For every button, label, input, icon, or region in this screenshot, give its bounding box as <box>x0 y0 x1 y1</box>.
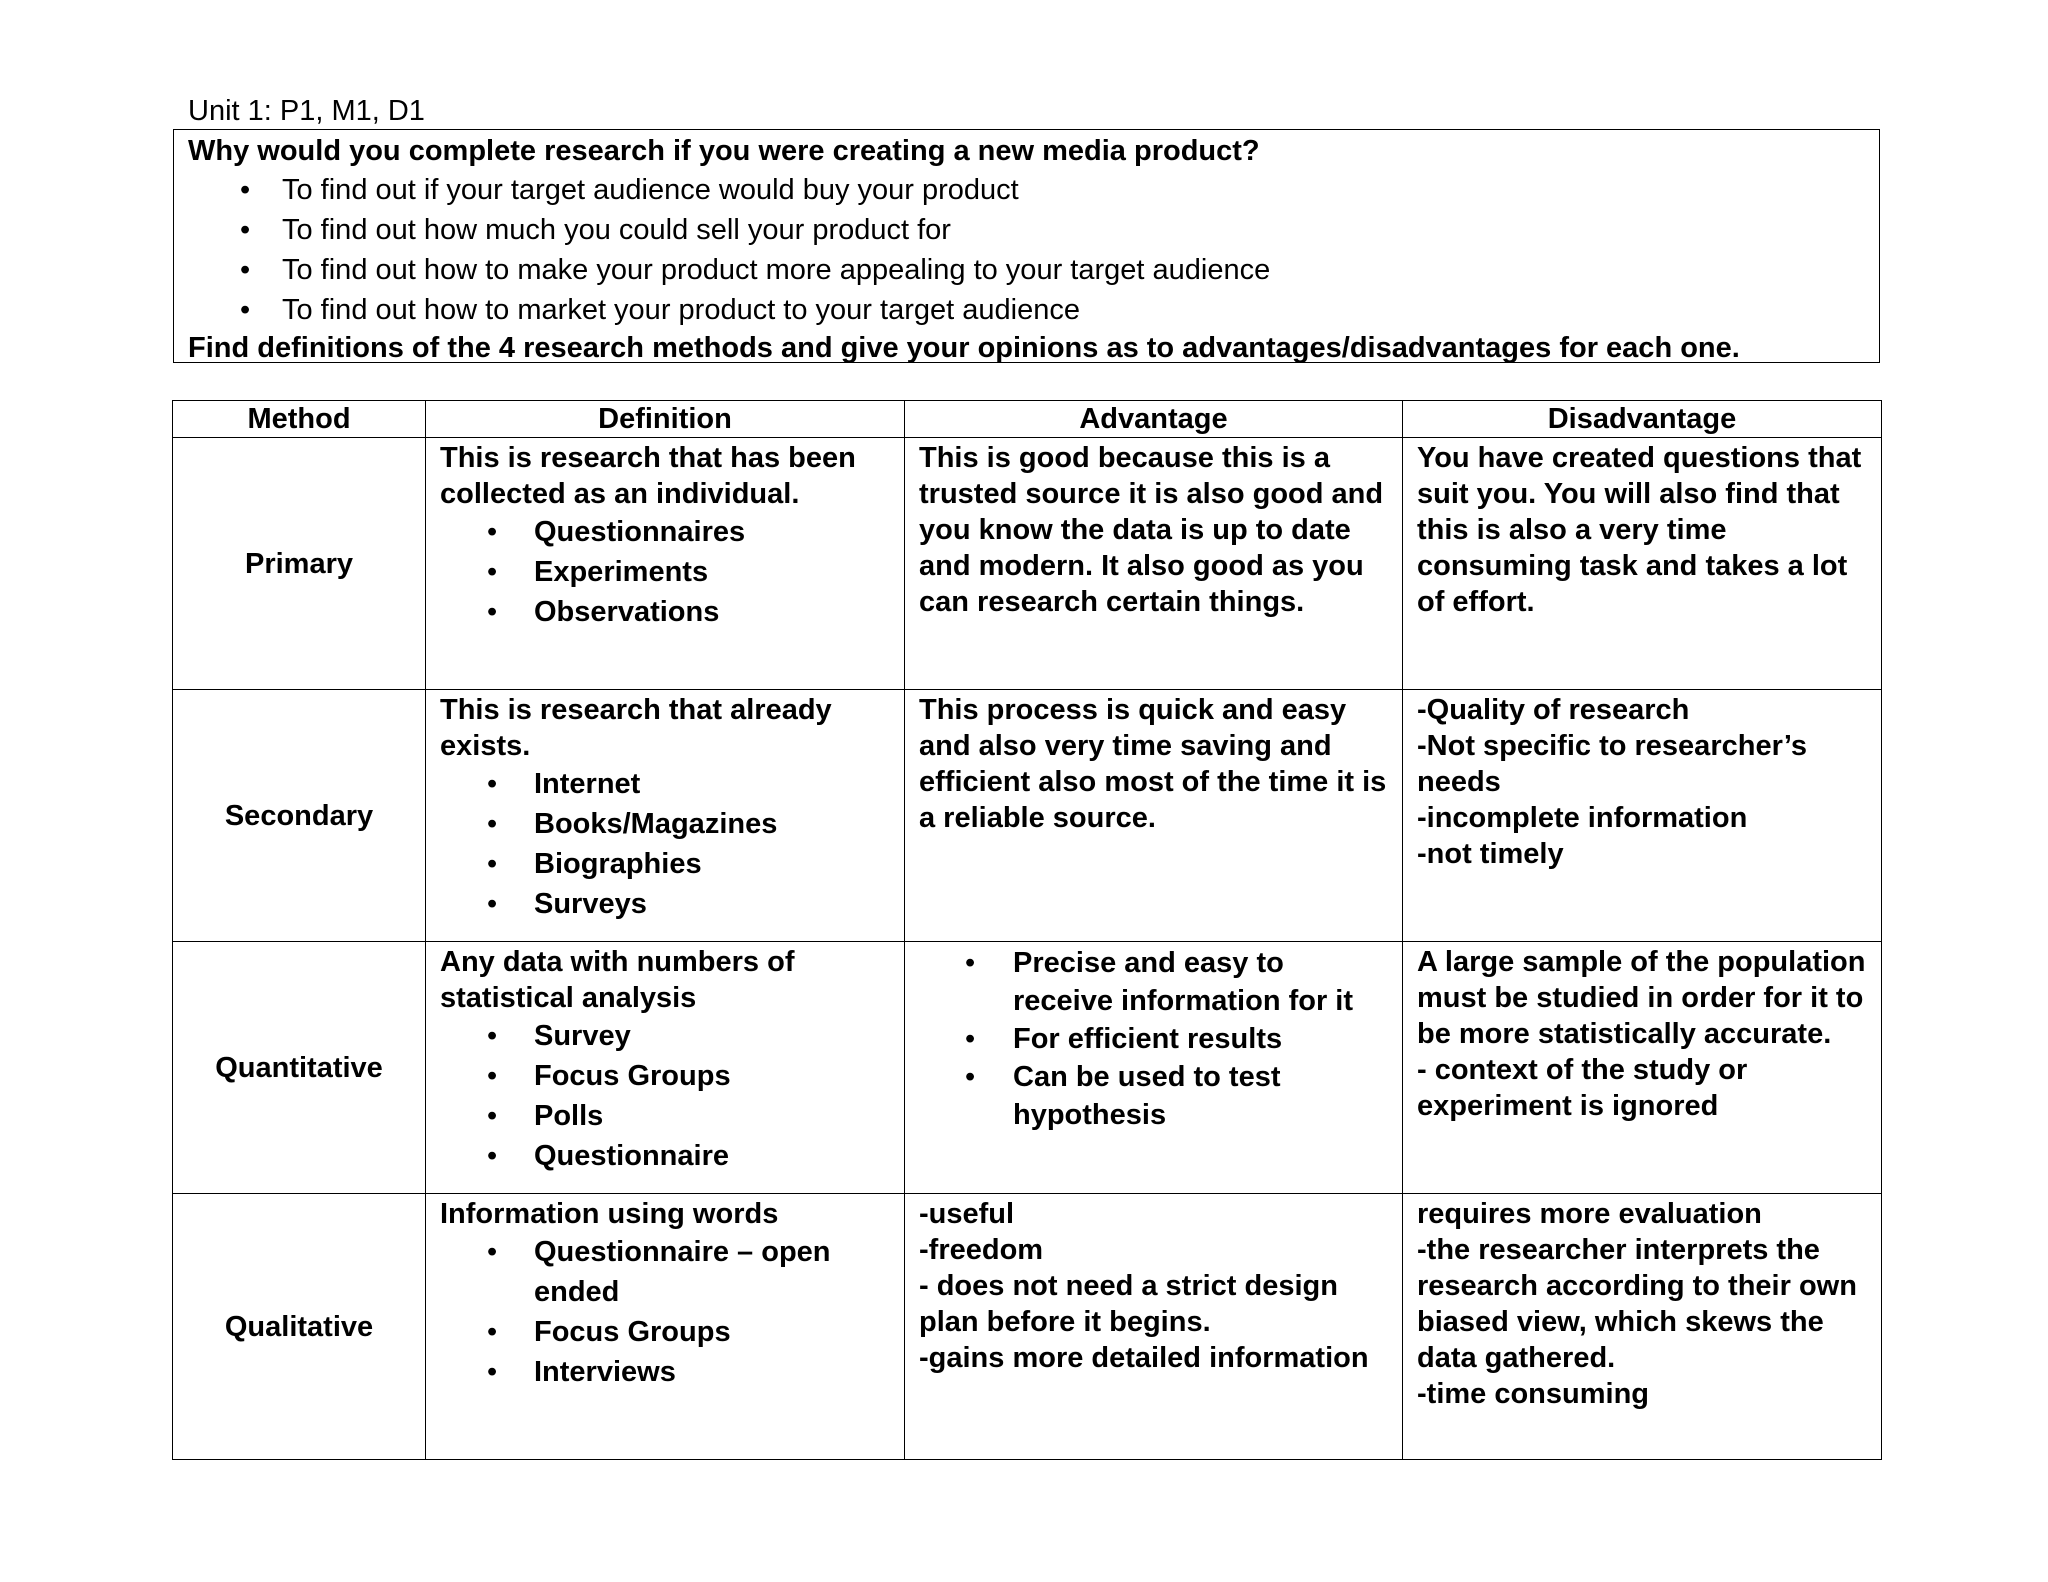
disadvantage-line: -not timely <box>1417 838 1564 870</box>
definition-cell <box>426 1194 905 1460</box>
advantage-text: This process is quick and easy and also very time saving and efficient also most of the time it is a reliable source. <box>919 694 1387 834</box>
definition-list <box>440 1232 892 1392</box>
list-item <box>188 210 1879 250</box>
method-cell: Primary <box>173 438 426 690</box>
disadvantage-line: -Quality of research <box>1417 694 1690 726</box>
method-cell: Qualitative <box>173 1194 426 1460</box>
table-row <box>173 1194 1882 1460</box>
advantage-cell <box>905 690 1403 942</box>
table-row <box>173 690 1882 942</box>
bullet-icon: • <box>487 768 498 800</box>
bullet-icon: • <box>965 1023 976 1055</box>
intro-question: Why would you complete research if you were creating a new media product? <box>188 135 1260 167</box>
list-item: • Focus Groups <box>440 1056 892 1096</box>
bullet-icon: • <box>487 1100 498 1132</box>
list-item: • Biographies <box>440 844 892 884</box>
bullet-icon: • <box>240 294 251 326</box>
advantage-cell <box>905 1194 1403 1460</box>
advantage-text: This is good because this is a trusted source it is also good and you know the data is up to date and modern. It also good as you can research certain things. <box>919 442 1384 618</box>
bullet-icon: • <box>487 1316 498 1348</box>
definition-text: This is research that already exists. <box>440 694 832 762</box>
list-item: • Internet <box>440 764 892 804</box>
research-methods-table <box>172 400 1882 1460</box>
table-header-row <box>173 401 1882 438</box>
reasons-list <box>188 170 1879 330</box>
disadvantage-text: You have created questions that suit you. You will also find that this is also a very time consuming task and takes a lot of effort. <box>1417 442 1862 618</box>
bullet-icon: • <box>487 1140 498 1172</box>
bullet-icon: • <box>487 1236 498 1268</box>
list-item: • Can be used to test hypothesis <box>919 1058 1390 1134</box>
reason-text: To find out how to make your product more appealing to your target audience <box>282 254 1271 286</box>
list-item: • Focus Groups <box>440 1312 892 1352</box>
advantage-list <box>919 944 1390 1134</box>
list-item <box>188 170 1879 210</box>
list-item: • Polls <box>440 1096 892 1136</box>
list-item: • Books/Magazines <box>440 804 892 844</box>
bullet-icon: • <box>965 1061 976 1093</box>
definition-list <box>440 1016 892 1176</box>
bullet-icon: • <box>487 556 498 588</box>
disadvantage-line: -time consuming <box>1417 1378 1650 1410</box>
list-item: • For efficient results <box>919 1020 1390 1058</box>
bullet-icon: • <box>487 1060 498 1092</box>
reason-text: To find out how much you could sell your product for <box>282 214 951 246</box>
header-definition: Definition <box>426 401 905 438</box>
header-disadvantage: Disadvantage <box>1403 401 1882 438</box>
list-item: • Questionnaires <box>440 512 892 552</box>
table-row <box>173 942 1882 1194</box>
disadvantage-line: -the researcher interprets the research according to their own biased view, which skews the data gathered. <box>1417 1234 1857 1374</box>
definition-list <box>440 512 892 632</box>
definition-text: This is research that has been collected as an individual. <box>440 442 856 510</box>
disadvantage-line: -Not specific to researcher’s needs <box>1417 730 1808 798</box>
bullet-icon: • <box>487 516 498 548</box>
reason-text: To find out if your target audience would buy your product <box>282 174 1019 206</box>
definition-list <box>440 764 892 924</box>
advantage-line: -useful <box>919 1198 1015 1230</box>
definition-text: Information using words <box>440 1198 779 1230</box>
bullet-icon: • <box>487 848 498 880</box>
disadvantage-line: -incomplete information <box>1417 802 1748 834</box>
bullet-icon: • <box>965 947 976 979</box>
advantage-line: -gains more detailed information <box>919 1342 1369 1374</box>
list-item: • Observations <box>440 592 892 632</box>
list-item: • Surveys <box>440 884 892 924</box>
task-instruction: Find definitions of the 4 research methods and give your opinions as to advantages/disadvantages for each one. <box>188 332 1740 364</box>
bullet-icon: • <box>487 1356 498 1388</box>
definition-cell <box>426 942 905 1194</box>
unit-heading: Unit 1: P1, M1, D1 <box>188 95 425 127</box>
disadvantage-cell <box>1403 438 1882 690</box>
disadvantage-line: - context of the study or experiment is ignored <box>1417 1054 1748 1122</box>
definition-text: Any data with numbers of statistical analysis <box>440 946 795 1014</box>
list-item <box>188 290 1879 330</box>
bullet-icon: • <box>487 808 498 840</box>
table-row <box>173 438 1882 690</box>
list-item: • Survey <box>440 1016 892 1056</box>
list-item: • Precise and easy to receive information for it <box>919 944 1390 1020</box>
bullet-icon: • <box>240 214 251 246</box>
method-cell: Secondary <box>173 690 426 942</box>
list-item: • Experiments <box>440 552 892 592</box>
list-item: • Questionnaire <box>440 1136 892 1176</box>
advantage-cell <box>905 438 1403 690</box>
advantage-cell <box>905 942 1403 1194</box>
advantage-line: -freedom <box>919 1234 1044 1266</box>
disadvantage-line: requires more evaluation <box>1417 1198 1762 1230</box>
intro-box <box>173 129 1880 363</box>
definition-cell <box>426 438 905 690</box>
bullet-icon: • <box>487 1020 498 1052</box>
bullet-icon: • <box>487 888 498 920</box>
definition-cell <box>426 690 905 942</box>
disadvantage-cell <box>1403 1194 1882 1460</box>
method-cell: Quantitative <box>173 942 426 1194</box>
header-method: Method <box>173 401 426 438</box>
disadvantage-cell <box>1403 942 1882 1194</box>
list-item: • Interviews <box>440 1352 892 1392</box>
reason-text: To find out how to market your product to your target audience <box>282 294 1080 326</box>
bullet-icon: • <box>487 596 498 628</box>
disadvantage-cell <box>1403 690 1882 942</box>
list-item <box>188 250 1879 290</box>
bullet-icon: • <box>240 174 251 206</box>
list-item: • Questionnaire – open ended <box>440 1232 892 1312</box>
disadvantage-line: A large sample of the population must be studied in order for it to be more statistically accurate. <box>1417 946 1866 1050</box>
bullet-icon: • <box>240 254 251 286</box>
advantage-line: - does not need a strict design plan before it begins. <box>919 1270 1338 1338</box>
header-advantage: Advantage <box>905 401 1403 438</box>
